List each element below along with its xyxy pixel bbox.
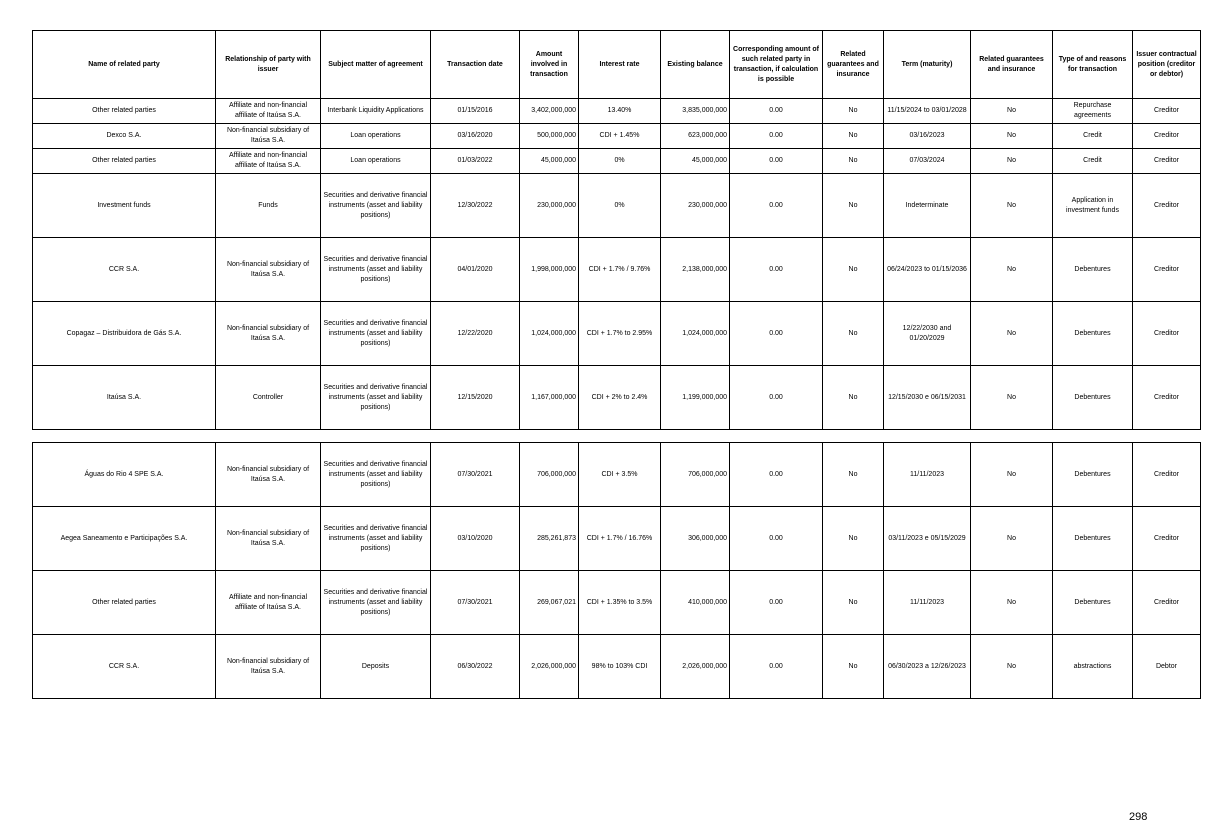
table-cell: 07/30/2021 [431,443,520,507]
table-cell: CDI + 1.35% to 3.5% [579,571,661,635]
table-cell: Securities and derivative financial instruments (asset and liability positions) [321,238,431,302]
table-cell: Copagaz – Distribuidora de Gás S.A. [33,302,216,366]
table-row [33,302,1201,366]
table-cell: Creditor [1133,302,1201,366]
table-cell: Loan operations [321,124,431,149]
table-cell: 623,000,000 [661,124,730,149]
header-cell: Term (maturity) [884,31,971,99]
table-cell: No [971,507,1053,571]
table-cell: Deposits [321,635,431,699]
header-cell: Subject matter of agreement [321,31,431,99]
table-cell: No [823,174,884,238]
header-cell: Relationship of party with issuer [216,31,321,99]
page-number: 298 [1129,811,1148,823]
table-cell: 230,000,000 [661,174,730,238]
table-cell: Investment funds [33,174,216,238]
table-cell: 0.00 [730,149,823,174]
table-cell: No [823,366,884,430]
table-cell: 45,000,000 [661,149,730,174]
table-cell: 0.00 [730,238,823,302]
table-cell: 269,067,021 [520,571,579,635]
header-cell: Existing balance [661,31,730,99]
header-row [33,31,1201,99]
table-row [33,99,1201,124]
table-cell: Repurchase agreements [1053,99,1133,124]
table-cell: CDI + 1.45% [579,124,661,149]
table-cell: Non-financial subsidiary of Itaúsa S.A. [216,507,321,571]
table-cell: 0.00 [730,99,823,124]
table-cell: 0.00 [730,507,823,571]
table-row [33,238,1201,302]
table-cell: No [823,571,884,635]
table-cell: Non-financial subsidiary of Itaúsa S.A. [216,124,321,149]
table-cell: Affiliate and non-financial affiliate of Itaúsa S.A. [216,99,321,124]
table-cell: No [971,635,1053,699]
table-cell: 1,024,000,000 [661,302,730,366]
table-cell: Creditor [1133,99,1201,124]
table-cell: 06/30/2023 a 12/26/2023 [884,635,971,699]
table-cell: CDI + 1.7% to 2.95% [579,302,661,366]
table-body-top [33,99,1201,430]
table-cell: Securities and derivative financial instruments (asset and liability positions) [321,571,431,635]
header-cell: Issuer contractual position (creditor or debtor) [1133,31,1201,99]
table-cell: No [971,571,1053,635]
table-cell: 12/22/2020 [431,302,520,366]
table-cell: Securities and derivative financial instruments (asset and liability positions) [321,366,431,430]
table-cell: 0% [579,149,661,174]
table-cell: Creditor [1133,571,1201,635]
table-cell: 0.00 [730,635,823,699]
table-cell: CDI + 1.7% / 16.76% [579,507,661,571]
table-cell: 306,000,000 [661,507,730,571]
table-cell: 03/10/2020 [431,507,520,571]
table-cell: Non-financial subsidiary of Itaúsa S.A. [216,302,321,366]
table-cell: 2,026,000,000 [661,635,730,699]
table-cell: Loan operations [321,149,431,174]
table-cell: Securities and derivative financial instruments (asset and liability positions) [321,507,431,571]
table-cell: Águas do Rio 4 SPE S.A. [33,443,216,507]
table-cell: 06/24/2023 to 01/15/2036 [884,238,971,302]
table-cell: Aegea Saneamento e Participações S.A. [33,507,216,571]
table-cell: Affiliate and non-financial affiliate of Itaúsa S.A. [216,571,321,635]
table-cell: 13.40% [579,99,661,124]
table-cell: 1,024,000,000 [520,302,579,366]
table-cell: 01/03/2022 [431,149,520,174]
table-cell: Non-financial subsidiary of Itaúsa S.A. [216,238,321,302]
table-cell: Interbank Liquidity Applications [321,99,431,124]
table-row [33,366,1201,430]
table-cell: No [971,366,1053,430]
table-cell: Debentures [1053,302,1133,366]
table-cell: Securities and derivative financial instruments (asset and liability positions) [321,443,431,507]
table-cell: CDI + 3.5% [579,443,661,507]
table-cell: Dexco S.A. [33,124,216,149]
table-cell: Other related parties [33,149,216,174]
table-cell: 1,199,000,000 [661,366,730,430]
table-cell: 3,835,000,000 [661,99,730,124]
header-cell: Corresponding amount of such related party in transaction, if calculation is possible [730,31,823,99]
table-cell: No [971,238,1053,302]
table-cell: 45,000,000 [520,149,579,174]
table-cell: 2,138,000,000 [661,238,730,302]
table-cell: No [971,302,1053,366]
table-cell: 12/15/2030 e 06/15/2031 [884,366,971,430]
table-cell: Creditor [1133,443,1201,507]
header-cell: Transaction date [431,31,520,99]
table-cell: 0.00 [730,366,823,430]
table-cell: CDI + 2% to 2.4% [579,366,661,430]
table-row [33,507,1201,571]
table-cell: Credit [1053,124,1133,149]
table-row [33,443,1201,507]
table-cell: No [823,507,884,571]
table-cell: Non-financial subsidiary of Itaúsa S.A. [216,443,321,507]
table-cell: 706,000,000 [661,443,730,507]
table-cell: Funds [216,174,321,238]
table-cell: Application in investment funds [1053,174,1133,238]
table-cell: abstractions [1053,635,1133,699]
table-cell: No [971,174,1053,238]
table-cell: 03/16/2023 [884,124,971,149]
related-party-table-bottom [32,442,1201,699]
table-cell: Debentures [1053,238,1133,302]
table-cell: Debtor [1133,635,1201,699]
table-cell: Creditor [1133,366,1201,430]
table-cell: 0.00 [730,302,823,366]
table-row [33,571,1201,635]
table-cell: No [823,238,884,302]
table-cell: No [823,124,884,149]
table-cell: Debentures [1053,571,1133,635]
table-cell: 03/16/2020 [431,124,520,149]
header-cell: Related guarantees and insurance [971,31,1053,99]
related-party-table-top [32,30,1201,430]
table-cell: 01/15/2016 [431,99,520,124]
table-cell: 11/11/2023 [884,443,971,507]
header-cell: Related guarantees and insurance [823,31,884,99]
header-cell: Name of related party [33,31,216,99]
table-cell: Creditor [1133,174,1201,238]
table-cell: 1,998,000,000 [520,238,579,302]
table-row [33,635,1201,699]
table-cell: 98% to 103% CDI [579,635,661,699]
table-cell: 12/15/2020 [431,366,520,430]
header-cell: Interest rate [579,31,661,99]
table-row [33,174,1201,238]
table-cell: 706,000,000 [520,443,579,507]
table-cell: 500,000,000 [520,124,579,149]
table-cell: 12/30/2022 [431,174,520,238]
table-cell: Debentures [1053,507,1133,571]
table-cell: No [823,99,884,124]
table-cell: 2,026,000,000 [520,635,579,699]
table-cell: No [971,124,1053,149]
table-cell: 03/11/2023 e 05/15/2029 [884,507,971,571]
table-cell: Securities and derivative financial instruments (asset and liability positions) [321,174,431,238]
table-cell: Debentures [1053,366,1133,430]
table-cell: No [971,149,1053,174]
table-cell: CCR S.A. [33,635,216,699]
table-cell: Creditor [1133,149,1201,174]
table-cell: 07/03/2024 [884,149,971,174]
table-cell: Securities and derivative financial instruments (asset and liability positions) [321,302,431,366]
table-cell: 410,000,000 [661,571,730,635]
table-cell: 1,167,000,000 [520,366,579,430]
table-cell: Itaúsa S.A. [33,366,216,430]
table-cell: Controller [216,366,321,430]
table-cell: Debentures [1053,443,1133,507]
table-cell: No [971,99,1053,124]
header-cell: Amount involved in transaction [520,31,579,99]
table-cell: 0.00 [730,174,823,238]
table-cell: 06/30/2022 [431,635,520,699]
table-cell: No [823,149,884,174]
table-row [33,124,1201,149]
table-cell: 3,402,000,000 [520,99,579,124]
table-cell: Other related parties [33,99,216,124]
table-cell: 230,000,000 [520,174,579,238]
table-cell: CDI + 1.7% / 9.76% [579,238,661,302]
table-cell: 0.00 [730,124,823,149]
table-cell: Other related parties [33,571,216,635]
table-cell: 0% [579,174,661,238]
table-cell: Creditor [1133,238,1201,302]
table-cell: 11/11/2023 [884,571,971,635]
table-cell: 12/22/2030 and 01/20/2029 [884,302,971,366]
table-cell: Creditor [1133,124,1201,149]
table-cell: 285,261,873 [520,507,579,571]
table-cell: No [823,302,884,366]
table-row [33,149,1201,174]
table-cell: 11/15/2024 to 03/01/2028 [884,99,971,124]
table-cell: No [971,443,1053,507]
table-cell: 07/30/2021 [431,571,520,635]
table-cell: Non-financial subsidiary of Itaúsa S.A. [216,635,321,699]
header-cell: Type of and reasons for transaction [1053,31,1133,99]
table-cell: Indeterminate [884,174,971,238]
table-cell: 04/01/2020 [431,238,520,302]
table-cell: No [823,635,884,699]
table-cell: No [823,443,884,507]
table-cell: Affiliate and non-financial affiliate of Itaúsa S.A. [216,149,321,174]
table-body-bottom [33,443,1201,699]
table-cell: Credit [1053,149,1133,174]
table-cell: 0.00 [730,571,823,635]
table-cell: CCR S.A. [33,238,216,302]
table-cell: 0.00 [730,443,823,507]
table-cell: Creditor [1133,507,1201,571]
